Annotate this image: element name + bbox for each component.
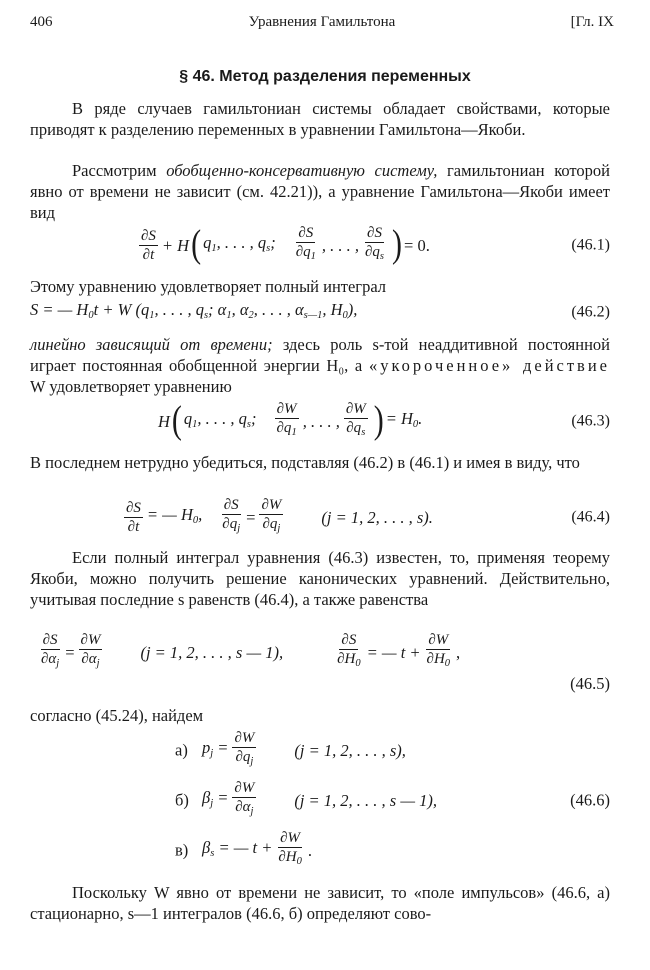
system-row-a: а) $p_j$ = $\frac{\partial W}{\partial q_j}$ (j = 1, 2, . . . , s), (175, 730, 406, 767)
section-title: § 46. Метод разделения переменных (179, 68, 471, 85)
equation-46-4: $\frac{\partial S}{\partial t}$ = — $H_0$, $\frac{\partial S}{\partial q_j}$ = $\frac{\partial W}{\partial q_j}$ (j = 1, 2, . . . , s). (46.4) (126, 497, 610, 535)
paragraph-6: Если полный интеграл уравнения (46.3) известен, то, применяя теорему Якоби, можно получить решение канонических уравнений. Действительно, учитывая последние s равенств (46.4), а также равенства (30, 548, 610, 609)
chapter-label: [Гл. IX (570, 14, 614, 30)
equation-system-46-6 (30, 728, 610, 874)
equation-46-5: $\frac{\partial S}{\partial\alpha_j}$ = $\frac{\partial W}{\partial\alpha_j}$ (j = 1, 2, . . . , s — 1), $\frac{\partial S}{\partial H_0}$ = — t + $\frac{\partial W}{\partial H_0}$ , (41, 632, 461, 669)
paragraph-3: Этому уравнению удовлетворяет полный интеграл (30, 277, 387, 296)
equation-number: (46.2) (571, 303, 610, 321)
paragraph-8: Поскольку W явно от времени не зависит, то «поле импульсов» (46.6, а) стационарно, s—1 интегралов (46.6, б) определяют сово- (30, 883, 610, 923)
equation-number: (46.3) (571, 412, 610, 430)
paragraph-5: В последнем нетрудно убедиться, подставляя (46.2) в (46.1) и имея в виду, что (30, 453, 580, 472)
row-label: б) (175, 790, 189, 810)
equation-number: (46.4) (571, 508, 610, 526)
equation-number-46-5: (46.5) (570, 674, 610, 693)
equation-number: (46.6) (570, 790, 610, 810)
paragraph-7: согласно (45.24), найдем (30, 706, 204, 725)
system-row-c: в) $\beta_s$ = — t + $\frac{\partial W}{\partial H_0}$ . (175, 830, 312, 867)
paragraph-1: В ряде случаев гамильтониан системы обладает свойствами, которые приводят к разделению переменных в уравнении Гамильтона—Якоби. (30, 99, 610, 139)
row-label: в) (175, 840, 189, 860)
equation-number: (46.1) (571, 236, 610, 254)
page-number: 406 (30, 14, 53, 30)
running-title: Уравнения Гамильтона (248, 14, 396, 30)
equation-46-2: S = — $H_0t + W$ ($q_1$, . . . , $q_s$; $\alpha_1$, $\alpha_2$, . . . , $\alpha_{s—1}$, $H_0$), (46.2) (30, 299, 610, 321)
row-label: а) (175, 740, 188, 760)
paragraph-4: линейно зависящий от времени; здесь роль s-той неаддитивной постоянной играет постоянная обобщенной энергии H₀, а «укороченное» действие W удовлетворяет уравнению (30, 335, 611, 396)
paragraph-2: Рассмотрим обобщенно-консервативную систему, гамильтониан которой явно от времени не зависит (см. 42.21)), а уравнение Гамильтона—Якоби имеет вид (30, 161, 610, 222)
equation-46-3: H ( $q_1$, . . . , $q_s$; $\frac{\partial W}{\partial q_1}$ , . . . , $\frac{\partial W}{\partial q_s}$ ) = $H_0$. (46.3) (158, 398, 610, 442)
page-header (30, 12, 614, 34)
system-row-b: б) $\beta_j$ = $\frac{\partial W}{\partial\alpha_j}$ (j = 1, 2, . . . , s — 1), (46.6) (175, 780, 610, 817)
equation-46-1: $\frac{\partial S}{\partial t}$ + H ( $q_1$, . . . , $q_s$; $\frac{\partial S}{\partial q_1}$ , . . . , $\frac{\partial S}{\partial q_s}$ ) = 0. (46.1) (141, 222, 610, 266)
